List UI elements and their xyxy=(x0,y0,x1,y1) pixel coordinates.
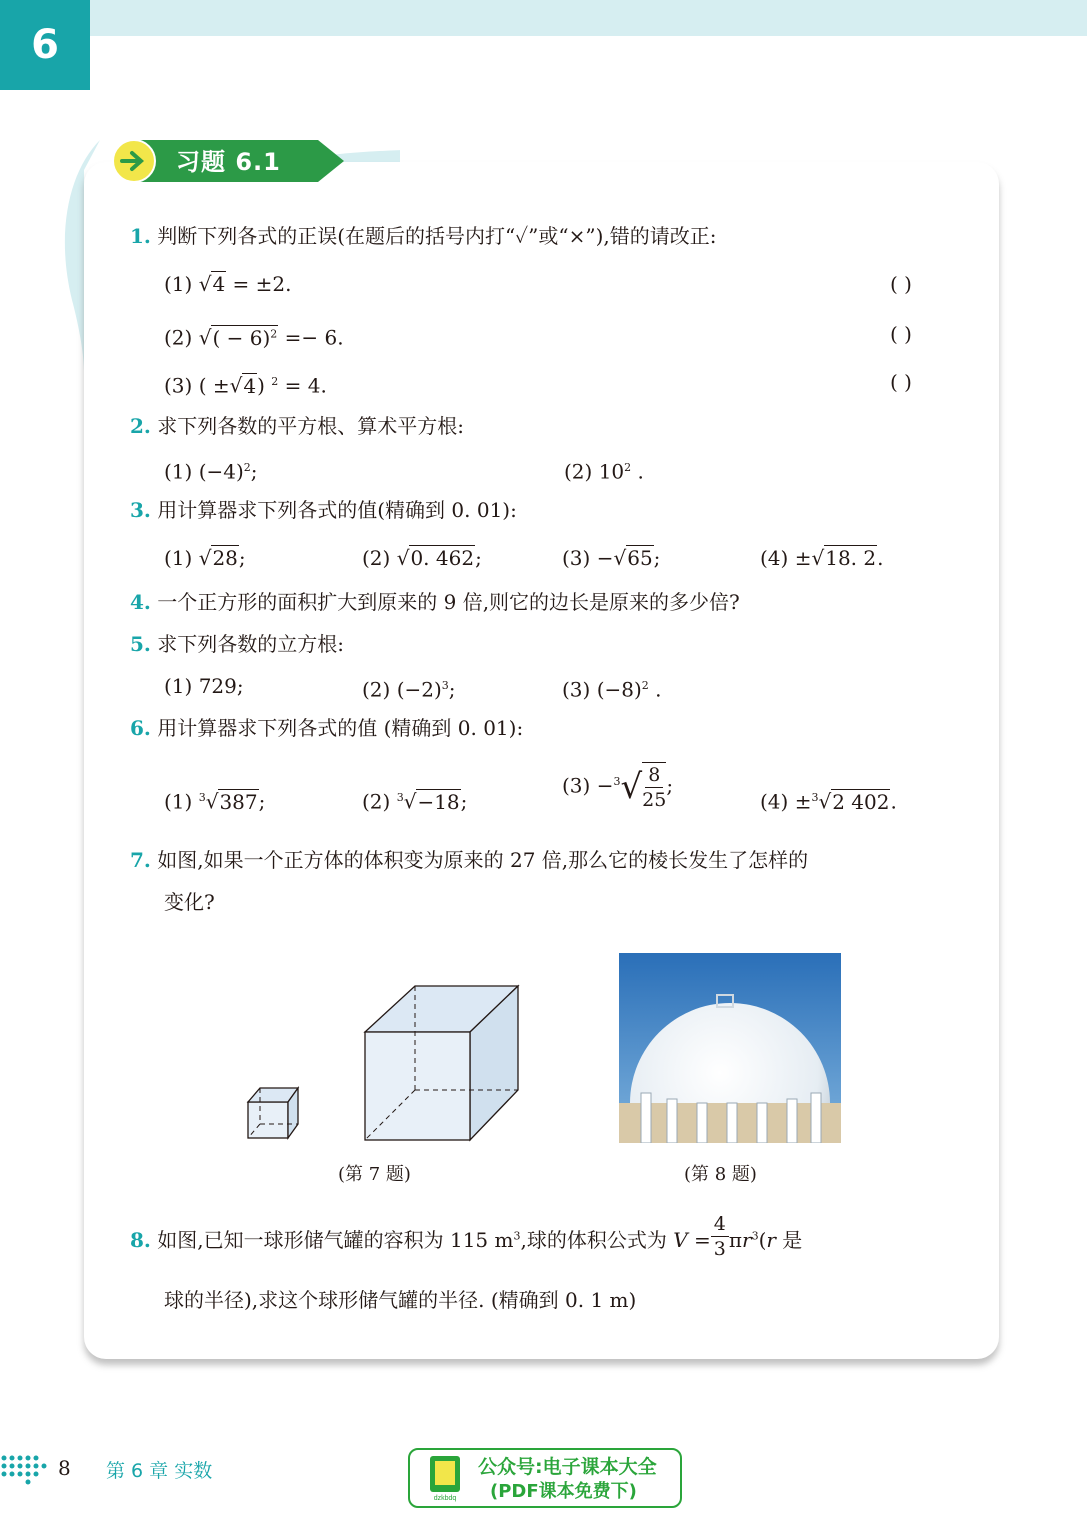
figure-7-caption: (第 7 题) xyxy=(338,1164,411,1185)
chapter-tab: 6 xyxy=(0,0,90,90)
watermark-badge xyxy=(408,1448,682,1508)
question-4: 4. 一个正方形的面积扩大到原来的 9 倍,则它的边长是原来的多少倍? xyxy=(130,590,740,614)
q1-part2: (2) √( − 6)$^2$ =− 6. xyxy=(164,325,344,350)
cube-figure xyxy=(240,980,530,1150)
question-5: 5. 求下列各数的立方根: xyxy=(130,632,344,656)
question-3: 3. 用计算器求下列各式的值(精确到 0. 01): xyxy=(130,498,517,522)
q5-part1: (1) 729; xyxy=(164,674,244,698)
answer-bracket: ( ) xyxy=(890,370,912,394)
question-2: 2. 求下列各数的平方根、算术平方根: xyxy=(130,414,464,438)
figure-8-caption: (第 8 题) xyxy=(684,1164,757,1185)
q6-part3: (3) −$^3$√ $\frac{8}{25}$ ; xyxy=(562,764,674,811)
q6-part1: (1) $^3$√387; xyxy=(164,789,266,814)
question-8-cont: 球的半径),求这个球形储气罐的半径. (精确到 0. 1 m) xyxy=(164,1288,637,1312)
question-6: 6. 用计算器求下列各式的值 (精确到 0. 01): xyxy=(130,716,524,740)
q2-part2: (2) $10^2$ . xyxy=(564,459,644,484)
chapter-name: 第 6 章 实数 xyxy=(106,1460,213,1482)
q6-part2: (2) $^3$√−18; xyxy=(362,789,468,814)
question-7: 7. 如图,如果一个正方体的体积变为原来的 27 倍,那么它的棱长发生了怎样的 xyxy=(130,848,809,872)
q5-part3: (3) $(-8)^2$ . xyxy=(562,677,662,702)
exercise-title: 习题 6.1 xyxy=(176,148,281,176)
question-7-cont: 变化? xyxy=(164,890,215,914)
question-8: 8. 如图,已知一球形储气罐的容积为 115 $m^3$,球的体积公式为 V = $\frac{4}{3}$ $\pi r^3(r$ 是 xyxy=(130,1213,803,1260)
q3-part2: (2) √0. 462; xyxy=(362,546,482,570)
gas-tank-photo xyxy=(619,953,841,1143)
watermark-line2: (PDF课本免费下) xyxy=(490,1481,637,1502)
q3-part3: (3) −√65; xyxy=(562,546,661,570)
svg-text:dzkbdq: dzkbdq xyxy=(433,1495,457,1502)
q6-part4: (4) ±$^3$√2 402. xyxy=(760,789,897,814)
book-icon xyxy=(426,1454,470,1502)
q3-part4: (4) ±√18. 2. xyxy=(760,546,884,570)
question-1: 1. 判断下列各式的正误(在题后的括号内打“✓”或“×”),错的请改正: xyxy=(130,224,717,248)
q5-part2: (2) $(-2)^3$; xyxy=(362,677,456,702)
answer-bracket: ( ) xyxy=(890,272,912,296)
answer-bracket: ( ) xyxy=(890,322,912,346)
watermark-line1: 公众号:电子课本大全 xyxy=(478,1456,657,1478)
q3-part1: (1) √28; xyxy=(164,546,246,570)
page-number: 8 xyxy=(58,1456,71,1480)
dot-pattern-icon xyxy=(0,1450,56,1490)
q1-part3: (3) ( ±√4) $^2$ = 4. xyxy=(164,373,327,398)
q1-part1: (1) √4 = ±2. xyxy=(164,272,292,296)
q2-part1: (1) $(-4)^2$; xyxy=(164,459,258,484)
